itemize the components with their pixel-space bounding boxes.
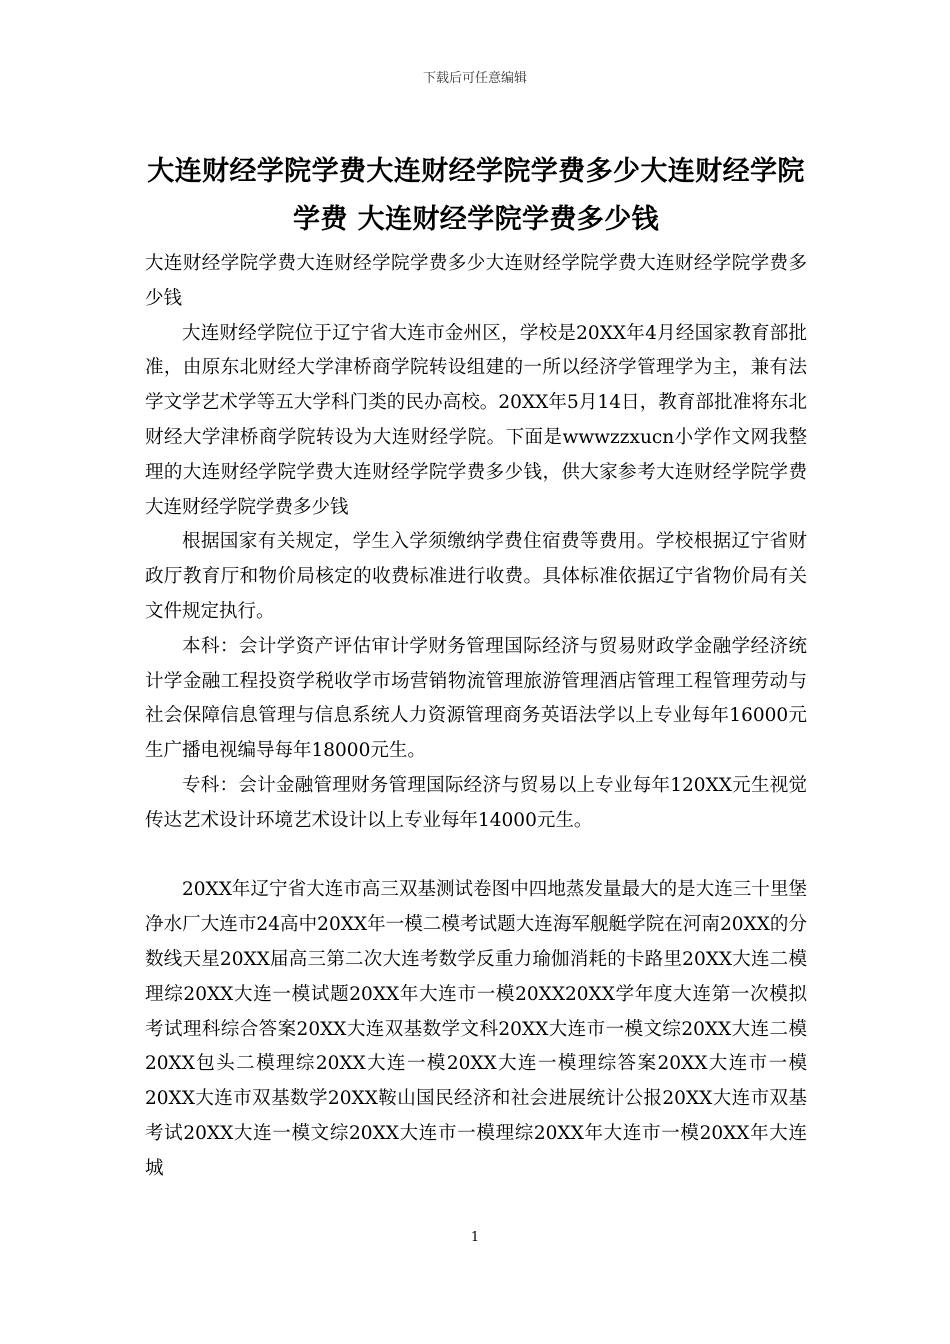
paragraph-fee-policy: 根据国家有关规定，学生入学须缴纳学费住宿费等费用。学校根据辽宁省财政厅教育厅和物价局核定的收费标准进行收费。具体标准依据辽宁省物价局有关文件规定执行。 — [145, 531, 807, 622]
paragraph-undergraduate-fees: 本科：会计学资产评估审计学财务管理国际经济与贸易财政学金融学经济统计学金融工程投资学税收学市场营销物流管理旅游管理酒店管理工程管理劳动与社会保障信息管理与信息系统人力资源管理商务英语法学以上专业每年16000元生广播电视编导每年18000元生。 — [145, 635, 807, 762]
paragraph-related-list: 20XX年辽宁省大连市高三双基测试卷图中四地蒸发量最大的是大连三十里堡净水厂大连市24高中20XX年一模二模考试题大连海军舰艇学院在河南20XX的分数线天星20XX届高三第二次大连考数学反重力瑜伽消耗的卡路里20XX大连二模理综20XX大连一模试题20XX年大连市一模20XX20XX学年度大连第一次模拟考试理科综合答案20XX大连双基数学文科20XX大连市一模文综20XX大连二模20XX包头二模理综20XX大连一模20XX大连一模理综答案20XX大连市一模20XX大连市双基数学20XX鞍山国民经济和社会进展统计公报20XX大连市双基考试20XX大连一模文综20XX大连市一模理综20XX年大连市一模20XX年大连城 — [145, 879, 807, 1179]
paragraph-spacer — [145, 839, 807, 874]
page-number: 1 — [470, 1230, 480, 1245]
paragraph-school-overview: 大连财经学院位于辽宁省大连市金州区，学校是20XX年4月经国家教育部批准，由原东北财经大学津桥商学院转设组建的一所以经济学管理学为主，兼有法学文学艺术学等五大学科门类的民办高校。20XX年5月14日，教育部批准将东北财经大学津桥商学院转设为大连财经学院。下面是wwwzzxucn小学作文网我整理的大连财经学院学费大连财经学院学费多少钱，供大家参考大连财经学院学费大连财经学院学费多少钱 — [145, 322, 807, 518]
header-note: 下载后可任意编辑 — [422, 71, 527, 86]
paragraph-intro: 大连财经学院学费大连财经学院学费多少大连财经学院学费大连财经学院学费多少钱 — [145, 253, 807, 309]
document-body — [145, 247, 807, 1187]
paragraph-junior-college-fees: 专科：会计金融管理财务管理国际经济与贸易以上专业每年120XX元生视觉传达艺术设计环境艺术设计以上专业每年14000元生。 — [145, 774, 807, 831]
document-title: 大连财经学院学费大连财经学院学费多少大连财经学院学费 大连财经学院学费多少钱 — [147, 156, 805, 235]
